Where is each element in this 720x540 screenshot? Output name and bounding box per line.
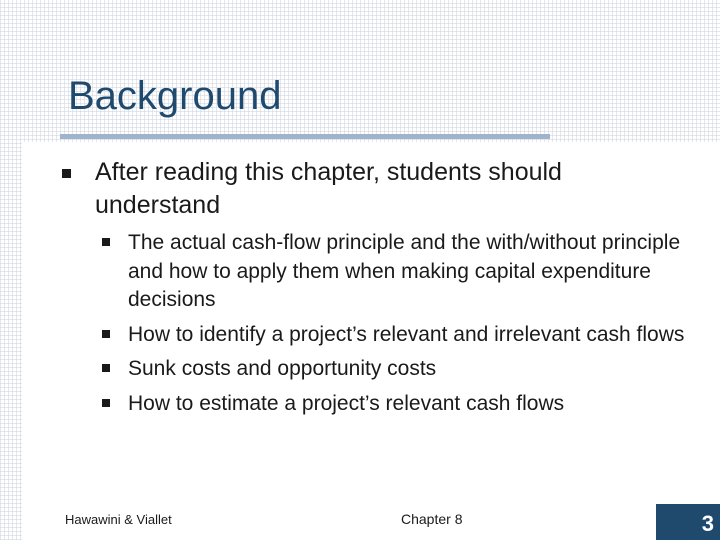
sub-bullet-text: How to identify a project’s relevant and irrelevant cash flows xyxy=(128,322,685,346)
page-number-box xyxy=(656,504,720,540)
sub-bullet-item xyxy=(102,229,702,315)
square-bullet-icon xyxy=(102,399,110,407)
footer-authors: Hawawini & Viallet xyxy=(65,512,172,527)
main-bullet-text: After reading this chapter, students should understand xyxy=(95,158,562,219)
sub-bullet-item xyxy=(102,321,702,350)
square-bullet-icon xyxy=(102,364,110,372)
sub-bullet-text: Sunk costs and opportunity costs xyxy=(128,357,437,380)
page-number: 3 xyxy=(701,511,714,536)
square-bullet-icon xyxy=(102,238,110,246)
sub-bullet-item xyxy=(102,355,702,384)
square-bullet-icon xyxy=(62,169,71,178)
sub-bullet-item xyxy=(102,390,702,419)
sub-bullet-text: The actual cash-flow principle and the with/without principle and how to apply them when making capital expenditure decisions xyxy=(128,231,681,311)
slide-title: Background xyxy=(68,74,282,118)
footer-chapter: Chapter 8 xyxy=(401,511,463,527)
sub-bullet-list xyxy=(102,229,702,418)
square-bullet-icon xyxy=(102,330,110,338)
sub-bullet-text: How to estimate a project’s relevant cash flows xyxy=(128,391,565,415)
title-underline xyxy=(60,134,550,139)
